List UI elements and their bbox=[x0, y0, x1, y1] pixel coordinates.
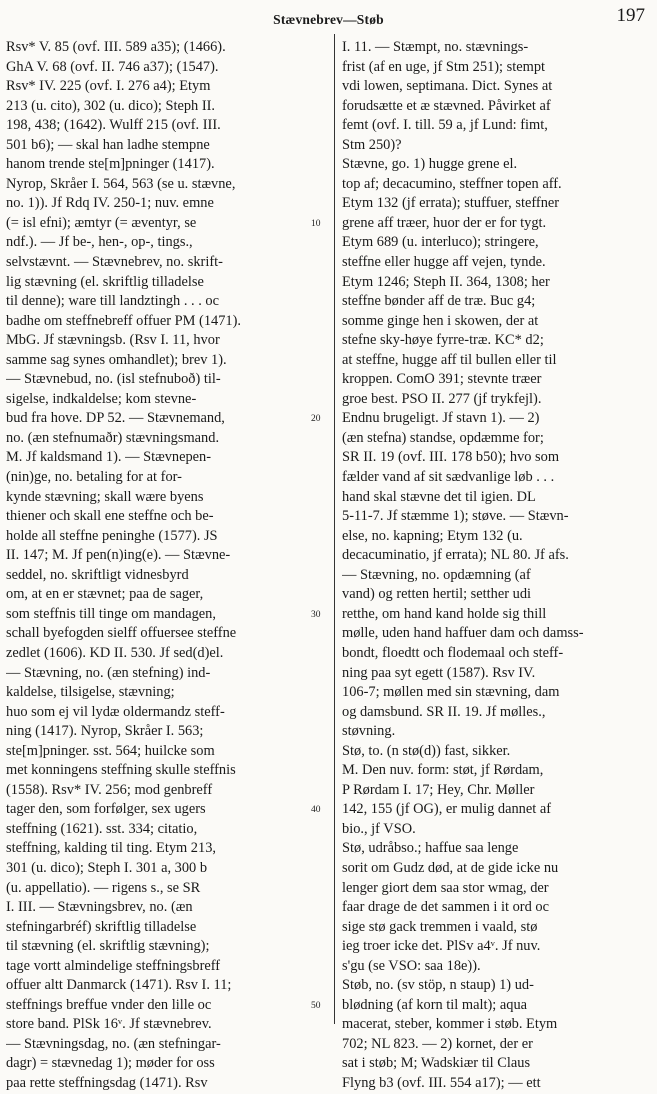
text-line: tager den, som forfølger, sex ugers bbox=[6, 801, 206, 818]
text-line: hanom trende ste[m]pninger (1417). bbox=[6, 156, 215, 173]
text-line: faar drage de det sammen i it ord oc bbox=[342, 899, 549, 916]
text-line: SR II. 19 (ovf. III. 178 b50); hvo som bbox=[342, 449, 560, 466]
text-line: Støb, no. (sv stöp, n staup) 1) ud- bbox=[342, 977, 534, 994]
text-line: Stævne, go. 1) hugge grene el. bbox=[342, 156, 518, 173]
text-line: blødning (af korn til malt); aqua bbox=[342, 996, 528, 1013]
text-line: 106-7; møllen med sin stævning, dam bbox=[342, 684, 560, 701]
text-line: bud fra hove. DP 52. — Stævnemand, bbox=[6, 410, 225, 427]
text-line: dagr) = stævnedag 1); møder for oss bbox=[6, 1055, 215, 1072]
text-line: (= isl efni); æmtyr (= æventyr, se bbox=[6, 214, 197, 231]
text-line: — Stævning, no. (æn stefning) ind- bbox=[6, 664, 211, 681]
text-line: som steffnis till tinge om mandagen, bbox=[6, 605, 216, 622]
text-line: Flyng b3 (ovf. III. 554 a17); — ett bbox=[342, 1074, 541, 1091]
text-line: — Stævningsdag, no. (æn stefningar- bbox=[6, 1035, 221, 1052]
text-line: 198, 438; (1642). Wulff 215 (ovf. III. bbox=[6, 117, 221, 134]
text-line: mølle, uden hand haffuer dam och damss- bbox=[342, 625, 584, 642]
text-line: II. 147; M. Jf pen(n)ing(e). — Stævne- bbox=[6, 547, 231, 564]
text-line: lig stævning (el. skriftlig tilladelse bbox=[6, 273, 204, 290]
text-line: MbG. Jf stævningsb. (Rsv I. 11, hvor bbox=[6, 332, 220, 349]
text-line: ndf.). — Jf be-, hen-, op-, tings., bbox=[6, 234, 193, 251]
text-line: 702; NL 823. — 2) kornet, der er bbox=[342, 1035, 533, 1052]
text-line: frist (af en uge, jf Stm 251); stempt bbox=[342, 58, 546, 75]
text-line: — Stævnebud, no. (isl stefnuboð) til- bbox=[6, 371, 221, 388]
text-line: store band. PlSk 16ᵛ. Jf stævnebrev. bbox=[6, 1016, 212, 1033]
text-line: samme sag synes omhandlet); brev 1). bbox=[6, 351, 227, 368]
text-line: else, no. kapning; Etym 132 (u. bbox=[342, 527, 523, 544]
text-line: sigelse, indkaldelse; kom stevne- bbox=[6, 390, 197, 407]
text-line: femt (ovf. I. till. 59 a, jf Lund: fimt, bbox=[342, 117, 548, 134]
text-line: steffning, kalding til ting. Etym 213, bbox=[6, 840, 216, 857]
text-line: bio., jf VSO. bbox=[342, 820, 416, 837]
text-line: groe best. PSO II. 277 (jf trykfejl). bbox=[342, 390, 542, 407]
text-line: offuer altt Danmarck (1471). Rsv I. 11; bbox=[6, 977, 232, 994]
text-line: GhA V. 68 (ovf. II. 746 a37); (1547). bbox=[6, 58, 219, 75]
column-divider bbox=[334, 34, 335, 1024]
text-line: seddel, no. skriftligt vidnesbyrd bbox=[6, 566, 189, 583]
text-line: Stø, udråbso.; haffue saa lenge bbox=[342, 840, 519, 857]
text-line: sorit om Gudz død, at de gide icke nu bbox=[342, 859, 559, 876]
text-line: sige stø gack tremmen i vaald, stø bbox=[342, 918, 538, 935]
text-line: grene aff træer, huor der er for tygt. bbox=[342, 214, 547, 231]
left-column bbox=[6, 38, 328, 1094]
text-line: steffne bønder aff de træ. Buc g4; bbox=[342, 293, 536, 310]
text-line: ning (1417). Nyrop, Skråer I. 563; bbox=[6, 723, 204, 740]
text-line: top af; decacumino, steffner topen aff. bbox=[342, 175, 562, 192]
text-line: kaldelse, tilsigelse, stævning; bbox=[6, 684, 175, 701]
text-line: I. 11. — Stæmpt, no. stævnings- bbox=[342, 39, 529, 55]
text-line: om, at en er stævnet; paa de sager, bbox=[6, 586, 204, 603]
line-number: 30 bbox=[311, 609, 321, 620]
text-line: (æn stefna) standse, opdæmme for; bbox=[342, 429, 544, 446]
text-line: (1558). Rsv* IV. 256; mod genbreff bbox=[6, 781, 213, 798]
page-number: 197 bbox=[616, 5, 645, 26]
text-line: Stø, to. (n stø(d)) fast, sikker. bbox=[342, 742, 511, 759]
text-line: holde all steffne peninghe (1577). JS bbox=[6, 527, 218, 544]
text-line: decacuminatio, jf errata); NL 80. Jf afs. bbox=[342, 547, 569, 564]
text-line: thiener och skall ene steffne och be- bbox=[6, 508, 214, 525]
text-line: hand skal stævne det til igien. DL bbox=[342, 488, 536, 505]
text-line: (u. appellatio). — rigens s., se SR bbox=[6, 879, 201, 896]
text-line: selvstævnt. — Stævnebrev, no. skrift- bbox=[6, 254, 223, 271]
text-line: til stævning (el. skriftlig stævning); bbox=[6, 938, 210, 955]
text-line: met konningens steffning skulle steffnis bbox=[6, 762, 236, 779]
text-line: ste[m]pninger. sst. 564; huilcke som bbox=[6, 742, 215, 759]
text-line: (nin)ge, no. betaling for at for- bbox=[6, 469, 182, 486]
text-line: steffnings breffue vnder den lille oc bbox=[6, 996, 212, 1013]
text-line: macerat, steber, kommer i støb. Etym bbox=[342, 1016, 558, 1033]
text-line: tage vortt almindelige steffningsbreff bbox=[6, 957, 221, 974]
line-number: 20 bbox=[311, 414, 321, 425]
text-line: paa rette steffningsdag (1471). Rsv bbox=[6, 1074, 208, 1091]
text-line: badhe om steffnebreff offuer PM (1471). bbox=[6, 312, 241, 329]
text-line: schall byefogden sielff offuersee steffne bbox=[6, 625, 237, 642]
text-line: vdi lowen, septimana. Dict. Synes at bbox=[342, 78, 553, 95]
text-line: zedlet (1606). KD II. 530. Jf sed(d)el. bbox=[6, 644, 224, 661]
text-line: retthe, om hand kand holde sig thill bbox=[342, 605, 547, 622]
text-line: fælder vand af sit sædvanlige løb . . . bbox=[342, 469, 555, 486]
text-line: Nyrop, Skråer I. 564, 563 (se u. stævne, bbox=[6, 175, 236, 192]
text-line: vand) og retten hertil; setther udi bbox=[342, 586, 532, 603]
text-line: ning paa syt egett (1587). Rsv IV. bbox=[342, 664, 536, 681]
text-line: og damsbund. SR II. 19. Jf mølles., bbox=[342, 703, 546, 720]
line-number: 50 bbox=[311, 1000, 321, 1011]
text-line: M. Jf kaldsmand 1). — Stævnepen- bbox=[6, 449, 212, 466]
text-line: forudsætte et æ stævned. Påvirket af bbox=[342, 97, 551, 114]
running-title: Stævnebrev—Støb bbox=[273, 12, 384, 27]
text-line: 5-11-7. Jf stæmme 1); støve. — Stævn- bbox=[342, 508, 569, 525]
text-line: sat i støb; M; Wadskiær til Claus bbox=[342, 1055, 531, 1072]
text-line: 501 b6); — skal han ladhe stempne bbox=[6, 136, 210, 153]
text-line: til denne); ware till landztingh . . . oc bbox=[6, 293, 219, 310]
text-line: Rsv* IV. 225 (ovf. I. 276 a4); Etym bbox=[6, 78, 211, 95]
line-number: 40 bbox=[311, 805, 321, 816]
text-line: — Stævning, no. opdæmning (af bbox=[342, 566, 531, 583]
text-line: Etym 132 (jf errata); stuffuer, steffner bbox=[342, 195, 560, 212]
text-line: bondt, floedtt och flodemaal och steff- bbox=[342, 644, 564, 661]
text-line: stefne sky-høye fyrre-træ. KC* d2; bbox=[342, 332, 544, 349]
text-line: I. III. — Stævningsbrev, no. (æn bbox=[6, 899, 193, 916]
text-line: Endnu brugeligt. Jf stavn 1). — 2) bbox=[342, 410, 540, 427]
text-line: kynde stævning; skall wære byens bbox=[6, 488, 204, 505]
line-number: 10 bbox=[311, 218, 321, 229]
text-line: Etym 1246; Steph II. 364, 1308; her bbox=[342, 273, 550, 290]
text-line: at steffne, hugge aff til bullen eller til bbox=[342, 351, 557, 368]
text-line: M. Den nuv. form: støt, jf Rørdam, bbox=[342, 762, 544, 779]
text-line: stefningarbréf) skriftlig tilladelse bbox=[6, 918, 197, 935]
text-line: lenger giort dem saa stor wmag, der bbox=[342, 879, 549, 896]
text-line: somme ginge hen i skowen, der at bbox=[342, 312, 539, 329]
text-line: huo som ej vil lydæ oldermandz steff- bbox=[6, 703, 225, 720]
text-line: støvning. bbox=[342, 723, 396, 740]
text-line: kroppen. ComO 391; stevnte træer bbox=[342, 371, 542, 388]
text-line: 213 (u. cito), 302 (u. dico); Steph II. bbox=[6, 97, 216, 114]
text-line: s'gu (se VSO: saa 18e)). bbox=[342, 957, 481, 974]
text-line: P Rørdam I. 17; Hey, Chr. Møller bbox=[342, 781, 535, 798]
text-line: 301 (u. dico); Steph I. 301 a, 300 b bbox=[6, 859, 208, 876]
text-line: Stm 250)? bbox=[342, 136, 402, 153]
text-line: no. (æn stefnumaðr) stævningsmand. bbox=[6, 429, 220, 446]
text-line: steffning (1621). sst. 334; citatio, bbox=[6, 820, 198, 837]
text-line: Etym 689 (u. interluco); stringere, bbox=[342, 234, 539, 251]
text-line: no. 1)). Jf Rdq IV. 250-1; nuv. emne bbox=[6, 195, 214, 212]
right-column bbox=[342, 38, 648, 1094]
page-header bbox=[0, 0, 657, 34]
text-line: steffne eller hugge aff vejen, tynde. bbox=[342, 254, 546, 271]
text-line: ieg troer icke det. PlSv a4ᵛ. Jf nuv. bbox=[342, 938, 541, 955]
text-line: 142, 155 (jf OG), er mulig dannet af bbox=[342, 801, 552, 818]
text-line: Rsv* V. 85 (ovf. III. 589 a35); (1466). bbox=[6, 39, 226, 55]
